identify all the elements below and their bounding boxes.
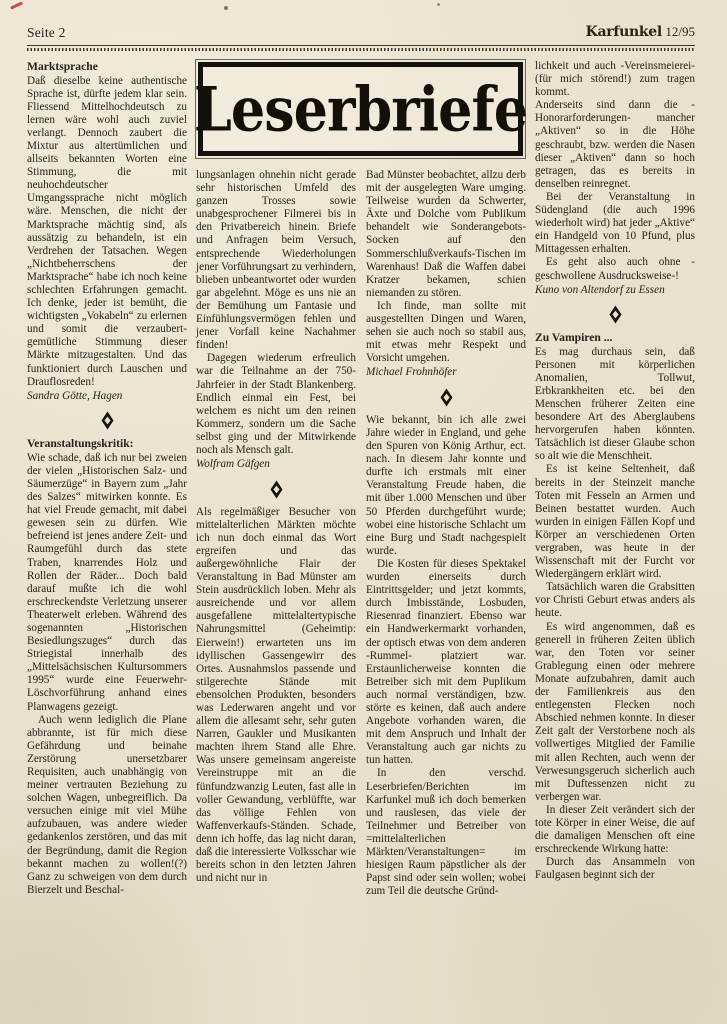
letter-paragraph: Bei der Veranstaltung in Südengland (die auch 1996 wiederholt wird) hat jeder „Aktive“ ein Handgeld von 10 Pfund, plus Mittagessen erhalten. — [535, 190, 695, 256]
magazine-title: Karfunkel — [585, 24, 662, 40]
diamond-ornament-icon — [196, 472, 356, 506]
letter-paragraph: Daß dieselbe keine authentische Sprache ist, dürfte jedem klar sein. Fliessend Mittelhochdeutsch zu lernen wäre wohl auch zuviel verlangt. Dennoch zaubert die Mixtur aus altertümlichen und allseits bekannten Worten eine Stimmung, die mit neuhochdeutscher Umgangssprache nicht möglich wäre. Menschen, die nicht der Marktsprache mächtig sind, als aussätzig zu behandeln, ist ein Verdrehen der Tatsachen. Wegen „Nichtbeherrschens der Marktsprache“ habe ich noch keine schlechten Erfahrungen gemacht. Ich denke, jeder ist bemüht, die wichtigsten „Vokabeln“ zu erlernen und somit die verzaubert-gemütliche Stimmung dieser Märkte mitzugestalten. Und das funktioniert durch Lauschen und Drauflosreden! — [27, 74, 187, 388]
letter-signature: Michael Frohnhöfer — [366, 366, 457, 379]
header-rule-solid — [27, 45, 695, 46]
letter-paragraph: Es ist keine Seltenheit, daß bereits in der Steinzeit manche Toten mit Fesseln an Armen und Beinen bestattet wurden. Auch wurden in einigen Fällen Kopf und Körper an verschiedenen Orten vergraben, was heute in der Wissenschaft mit der Furcht vor Wiedergängern erklärt wird. — [535, 463, 695, 581]
letter-paragraph: Es mag durchaus sein, daß Personen mit körperlichen Anomalien, Tollwut, Erbkrankheiten etc. bei den Menschen früherer Zeiten eine besondere Art des Aberglaubens hervorgerufen haben könnten. Tatsächlich ist dieser Glaube schon so alt wie die Menschheit. — [535, 345, 695, 463]
letter-paragraph: Es geht also auch ohne -geschwollene Ausdrucksweise-! — [535, 256, 695, 282]
letter-heading-marktsprache: Marktsprache — [27, 60, 98, 73]
scan-speck-red — [10, 1, 23, 9]
letter-paragraph: Wie bekannt, bin ich alle zwei Jahre wieder in England, und gehe den Spuren von König Arthur, ect. nach. In diesem Jahr konnte und durfte ich erstmals mit einer Veranstaltung Freude haben, die mit über 1.000 Menschen und über 50 Pferden durchgeführt wurde; wobei eine historische Schlacht um eine Burg und Stadt nachgespielt wurde. — [366, 413, 526, 557]
letter-paragraph: In den verschd. Leserbriefen/Berichten im Karfunkel muß ich doch bemerken und rauslesen, das viele der Teilnehmer und Betreiber von =mittelalterlichen Märkten/Veranstaltungen= im hiesigen Raum päpstlicher als der Papst sind oder sein wollen; wobei zum Teil die deutsche Gründ- — [366, 767, 526, 898]
column-2 — [196, 169, 356, 898]
diamond-ornament-icon — [27, 403, 187, 437]
letter-paragraph: Anderseits sind dann die -Honorarforderungen- mancher „Aktiven“ so in die Höhe geschraubt, bzw. werden die Nasen dieser „Aktiven“ dann so hoch getragen, das es bereits in denselben reinregnet. — [535, 99, 695, 190]
column-1 — [27, 60, 187, 1024]
letter-paragraph: Ich finde, man sollte mit ausgestellten Dingen und Waren, sehen sie auch noch so stabil aus, mit etwas mehr Respekt und Vorsicht umgehen. — [366, 299, 526, 365]
letter-signature: Sandra Götte, Hagen — [27, 389, 123, 402]
letter-paragraph: Als regelmäßiger Besucher von mittelalterlichen Märkten möchte ich nun doch einmal das Wort ergreifen und das außergewöhnliche Flair der Veranstaltung in Bad Münster am Stein ausdrücklich loben. Mehr als ausreichende und vor allem ausgefallene mittelaltertypische Nahrungsmittel (Geheimtip: Eierwein!) erwarteten uns im idyllischen Gassengewirr des Ortes. Ausnahmslos passende und stilgerechte Stände mit ebensolchen Produkten, besonders was Lederwaren angeht und vor allem die allesamt sehr, sehr guten Narren, Gaukler und Musikanten machten ihrem Stand alle Ehre. Was unsere gemeinsam angereiste Vereinstruppe mit an die fünfundzwanzig Leuten, fast alle in voller Gewandung, verblüffte, war das völlige Fehlen von Waffenverkaufs-Ständen. Schade, denn ich hoffe, das lag nicht daran, daß die interessierte Volksschar wie bereits schon in den letzten Jahren und nicht nur in — [196, 505, 356, 885]
letter-paragraph: lichkeit und auch -Vereinsmeierei- (für mich störend!) zum tragen kommt. — [535, 60, 695, 99]
letter-paragraph: Die Kosten für dieses Spektakel wurden einerseits durch Eintrittsgelder; und jetzt kommts, durch Imbisstände, Losbuden, Riesenrad finanziert. Ebenso war ein Handwerkermarkt vorhanden, der optisch etwas von dem anderen -Rummel- platziert war. Erstaunlicherweise konnten die Betreiber sich mit dem Puplikum auch normal verständigen, bzw. störte es keinen, daß auch andere Angebote vorhanden waren, die mit dem Anspruch und Inhalt der Veranstaltung auch gar nichts zu tun hatten. — [366, 557, 526, 767]
header-rule-dotted — [27, 48, 695, 51]
middle-section — [193, 60, 528, 1024]
letter-paragraph: Wie schade, daß ich nur bei zweien der vielen „Historischen Salz- und Säumerzüge“ in Bayern zum „Jahr des Salzes“ mitwirken konnte. Es hat viel Freude gemacht, mit dabei gewesen sein zu dürfen. Wie befreiend ist jenes andere Zeit- und Raumgefühl durch das stete Traben, knarrendes Holz und Rollen der Räder... Doch bald darauf mußte ich die wohl erschreckendste Verletzung unserer Theaterwelt erleben. Während des sogenannten „Historischen Besiedlungszuges“ durch das Striegistal innerhalb des „Mittelsächsischen Kultursommers 1995“ wurde eine Feuerwehr-Löschvorführung anhand eines Planwagens gezeigt. — [27, 451, 187, 713]
scan-speck-dot — [224, 6, 228, 10]
letter-signature: Wolfram Gäfgen — [196, 458, 270, 471]
letter-paragraph: lungsanlagen ohnehin nicht gerade sehr historischen Umfeld des ganzen Trosses sowie unabgesprochener Filmerei bis in den Privatbereich hinein. Briefe und Anfragen beim Versuch, entsprechende Wiederholungen jener Vorführungsart zu verhindern, blieben unbeantwortet oder wurden gar abgelehnt. Möge es uns nie an der Bemühung um Fantasie und Einfühlungsvermögen fehlen und jener Vorfall keine Nachahmer finden! — [196, 169, 356, 352]
column-3 — [366, 169, 526, 898]
page-number-label: Seite 2 — [27, 25, 66, 40]
letter-heading-zu-vampiren: Zu Vampiren ... — [535, 331, 613, 345]
letter-signature: Kuno von Altendorf zu Essen — [535, 283, 665, 296]
masthead-title: Leserbriefe — [193, 73, 528, 145]
diamond-ornament-icon — [366, 380, 526, 414]
letter-paragraph: Dagegen wiederum erfreulich war die Teilnahme an der 750-Jahrfeier in der Stadt Blankenberg. Endlich einmal ein Fest, bei welchem es nicht um den reinen Kommerz, sondern um die Sache selbst ging und der Mitwirkende noch als Mensch galt. — [196, 352, 356, 456]
header-rule — [27, 45, 695, 51]
letter-paragraph: Auch wenn lediglich die Plane abbrannte, ist für mich diese Gefährdung und beinahe Zerstörung unersetzbarer Requisiten, auch unabhängig von meiner vertrauten Beziehung zu solchen Wagen, unbegreiflich. Da versuchen einige mit viel Mühe aufzubauen, was andere wieder gedankenlos zerstören, und das mit der Begründung, damit die Region bekannt machen zu wollen!(?) Ganz zu schweigen von dem durch Bierzelt und Beschal- — [27, 713, 187, 896]
page-content — [27, 60, 695, 1024]
letter-paragraph: Tatsächlich waren die Grabsitten vor Christi Geburt etwas anders als heute. — [535, 581, 695, 620]
letter-paragraph: Bad Münster beobachtet, allzu derb mit der ausgelegten Ware umging. Teilweise wurden da Schwerter, Äxte und Dolche vom Publikum behandelt wie Sonderangebots-Socken auf den Sommerschlußverkaufs-Tischen im Warenhaus! Daß die Waffen dabei Kratzer bekamen, schien niemanden zu stören. — [366, 169, 526, 299]
issue-number: 12/95 — [665, 24, 695, 39]
leserbriefe-masthead — [193, 62, 528, 156]
letter-paragraph: In dieser Zeit verändert sich der tote Körper in einer Weise, die auf die damaligen Menschen oft eine erschreckende Wirkung hatte: — [535, 803, 695, 856]
page-header — [27, 24, 695, 41]
column-4 — [535, 60, 695, 1024]
letter-paragraph: Durch das Ansammeln von Faulgasen beginnt sich der — [535, 856, 695, 882]
scan-speck-dot2 — [437, 3, 440, 6]
letter-heading-veranstaltungskritik: Veranstaltungskritik: — [27, 437, 134, 451]
letter-paragraph: Es wird angenommen, daß es generell in früheren Zeiten üblich war, den Toten vor seiner Grablegung einen oder mehrere Monate aufzubahren, damit auch der Familienkreis aus den entlegensten Flecken noch Abschied nehmen konnte. In dieser Zeit galt der Verstorbene noch als vollwertiges Mitglied der Familie mit allen Rechten, auch wenn der Verwesungsgeruch sicherlich auch mit Duftessenzen nicht zu verbergen war. — [535, 620, 695, 803]
middle-columns — [196, 169, 526, 898]
issue-label — [586, 24, 695, 41]
diamond-ornament-icon — [535, 297, 695, 331]
